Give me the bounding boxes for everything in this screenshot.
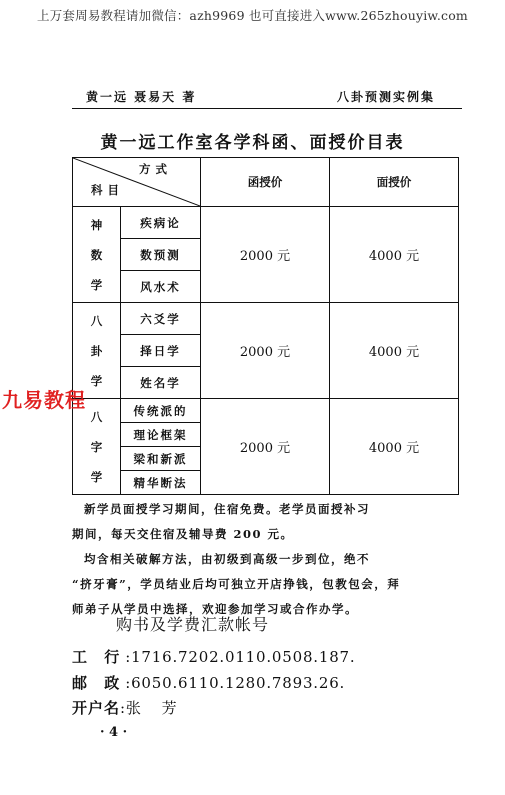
subject-cell: 梁和新派 [121, 447, 201, 471]
account-section-title: 购书及学费汇款帐号 [116, 615, 270, 634]
top-banner: 上万套周易教程请加微信：azh9969 也可直接进入www.265zhouyiw.com [37, 8, 468, 23]
page-number: · 4 · [100, 725, 128, 740]
bank-label: 工 行 [72, 648, 126, 666]
col-in-person-header: 面授价 [330, 158, 459, 207]
category-char: 神 [90, 217, 103, 232]
in-person-price: 4000 元 [330, 399, 459, 495]
holder-label: 开户名 [72, 699, 121, 717]
in-person-price: 4000 元 [330, 303, 459, 399]
diagonal-header-cell [73, 158, 201, 207]
header-subject-label: 科目 [91, 183, 124, 197]
post-account-number: 6050.6110.1280.7893.26. [131, 674, 346, 692]
correspondence-price: 2000 元 [201, 399, 330, 495]
category-char: 八 [90, 313, 103, 328]
note-paragraph-accommodation [72, 497, 462, 547]
subject-cell: 理论框架 [121, 423, 201, 447]
category-char: 学 [90, 277, 103, 292]
category-char: 八 [90, 409, 103, 424]
bank-account-number: 1716.7202.0110.0508.187. [131, 648, 356, 666]
note-line: 师弟子从学员中选择，欢迎参加学习或合作办学。 [72, 602, 358, 616]
account-holder-line: 开户名:张 芳 [72, 699, 185, 717]
correspondence-price: 2000 元 [201, 207, 330, 303]
page-title: 黄一远工作室各学科函、面授价目表 [100, 133, 405, 153]
category-char: 学 [90, 469, 103, 484]
header-method-label: 方式 [139, 162, 172, 176]
subject-cell: 精华断法 [121, 471, 201, 495]
note-paragraph-teaching [72, 547, 462, 622]
subject-cell: 风水术 [121, 271, 201, 303]
subject-cell: 六爻学 [121, 303, 201, 335]
category-char: 字 [90, 439, 103, 454]
category-cell [73, 207, 121, 303]
correspondence-price: 2000 元 [201, 303, 330, 399]
running-header-authors: 黄一远 聂易天 著 [86, 90, 197, 104]
in-person-price: 4000 元 [330, 207, 459, 303]
note-line: 均含相关破解方法，由初级到高级一步到位，绝不 [84, 552, 370, 566]
subject-cell: 数预测 [121, 239, 201, 271]
col-correspondence-header: 函授价 [201, 158, 330, 207]
running-header-book-title: 八卦预测实例集 [337, 90, 436, 104]
note-line: “挤牙膏”，学员结业后均可独立开店挣钱，包教包会，拜 [72, 577, 401, 591]
subject-cell: 择日学 [121, 335, 201, 367]
subject-cell: 传统派的 [121, 399, 201, 423]
bank-account-line: 工 行:1716.7202.0110.0508.187. [72, 648, 356, 666]
holder-name: 张 芳 [125, 699, 185, 717]
subject-cell: 疾病论 [121, 207, 201, 239]
subject-cell: 姓名学 [121, 367, 201, 399]
note-line: 期间，每天交住宿及辅导费 200 元。 [72, 527, 294, 541]
category-char: 数 [90, 247, 103, 262]
category-char: 学 [90, 373, 103, 388]
category-char: 卦 [90, 343, 103, 358]
watermark-logo: 九易教程 [2, 388, 86, 412]
price-table [72, 157, 459, 495]
post-account-line: 邮 政:6050.6110.1280.7893.26. [72, 674, 346, 692]
post-label: 邮 政 [72, 674, 126, 692]
header-rule [72, 108, 462, 109]
note-line: 新学员面授学习期间，住宿免费。老学员面授补习 [84, 502, 370, 516]
